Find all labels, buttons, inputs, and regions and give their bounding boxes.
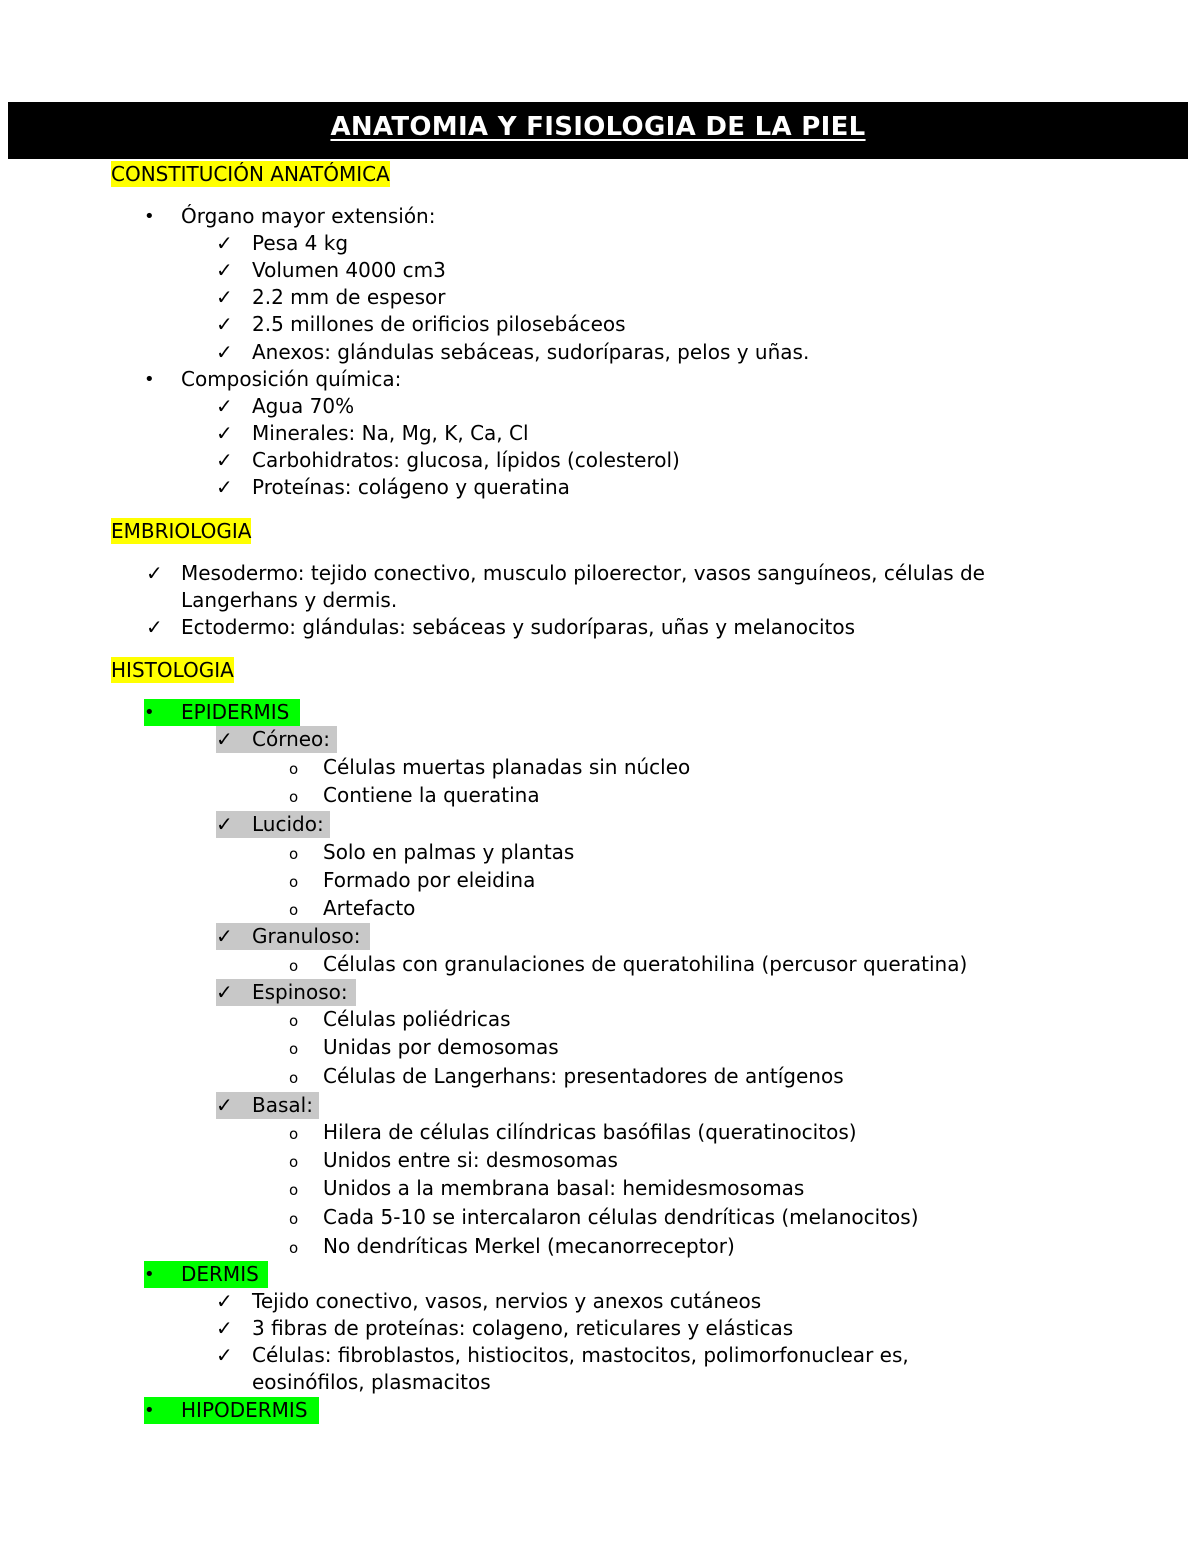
sublayer-basal: ✓ Basal: bbox=[216, 1092, 319, 1119]
check-icon: ✓ bbox=[216, 924, 233, 948]
circle-bullet-icon: o bbox=[289, 1012, 299, 1030]
layer-epidermis: • EPIDERMIS bbox=[144, 699, 300, 726]
heading-embriologia: EMBRIOLOGIA bbox=[111, 519, 252, 543]
check-icon: ✓ bbox=[216, 312, 233, 336]
check-icon: ✓ bbox=[216, 1093, 233, 1117]
sublayer-granuloso: ✓ Granuloso: bbox=[216, 923, 370, 950]
sublayer-lucido: ✓ Lucido: bbox=[216, 811, 330, 838]
heading-constitucion: CONSTITUCIÓN ANATÓMICA bbox=[111, 162, 390, 186]
circle-bullet-icon: o bbox=[289, 1210, 299, 1228]
check-icon: ✓ bbox=[216, 727, 233, 751]
circle-bullet-icon: o bbox=[289, 1069, 299, 1087]
check-icon: ✓ bbox=[216, 980, 233, 1004]
check-icon: ✓ bbox=[146, 615, 163, 639]
check-icon: ✓ bbox=[216, 448, 233, 472]
circle-bullet-icon: o bbox=[289, 1181, 299, 1199]
circle-bullet-icon: o bbox=[289, 845, 299, 863]
circle-bullet-icon: o bbox=[289, 760, 299, 778]
check-icon: ✓ bbox=[216, 1316, 233, 1340]
title-bar bbox=[8, 102, 1188, 159]
circle-bullet-icon: o bbox=[289, 957, 299, 975]
sublayer-espinoso: ✓ Espinoso: bbox=[216, 979, 356, 1006]
circle-bullet-icon: o bbox=[289, 1040, 299, 1058]
bullet-icon: • bbox=[144, 1400, 155, 1421]
circle-bullet-icon: o bbox=[289, 873, 299, 891]
circle-bullet-icon: o bbox=[289, 1153, 299, 1171]
bullet-icon: • bbox=[144, 1264, 155, 1285]
check-icon: ✓ bbox=[216, 340, 233, 364]
check-icon: ✓ bbox=[216, 1343, 233, 1367]
check-icon: ✓ bbox=[216, 421, 233, 445]
circle-bullet-icon: o bbox=[289, 1239, 299, 1257]
check-icon: ✓ bbox=[216, 231, 233, 255]
layer-hipodermis: • HIPODERMIS bbox=[144, 1397, 319, 1424]
circle-bullet-icon: o bbox=[289, 901, 299, 919]
circle-bullet-icon: o bbox=[289, 788, 299, 806]
check-icon: ✓ bbox=[216, 475, 233, 499]
sublayer-corneo: ✓ Córneo: bbox=[216, 726, 337, 753]
bullet-icon: • bbox=[144, 702, 155, 723]
bullet-icon: • bbox=[144, 369, 155, 390]
check-icon: ✓ bbox=[216, 1289, 233, 1313]
bullet-icon: • bbox=[144, 206, 155, 227]
heading-histologia: HISTOLOGIA bbox=[111, 658, 234, 682]
check-icon: ✓ bbox=[216, 394, 233, 418]
check-icon: ✓ bbox=[216, 285, 233, 309]
check-icon: ✓ bbox=[146, 561, 163, 585]
circle-bullet-icon: o bbox=[289, 1125, 299, 1143]
check-icon: ✓ bbox=[216, 812, 233, 836]
layer-dermis: • DERMIS bbox=[144, 1261, 268, 1288]
check-icon: ✓ bbox=[216, 258, 233, 282]
document-title: ANATOMIA Y FISIOLOGIA DE LA PIEL bbox=[330, 112, 866, 142]
